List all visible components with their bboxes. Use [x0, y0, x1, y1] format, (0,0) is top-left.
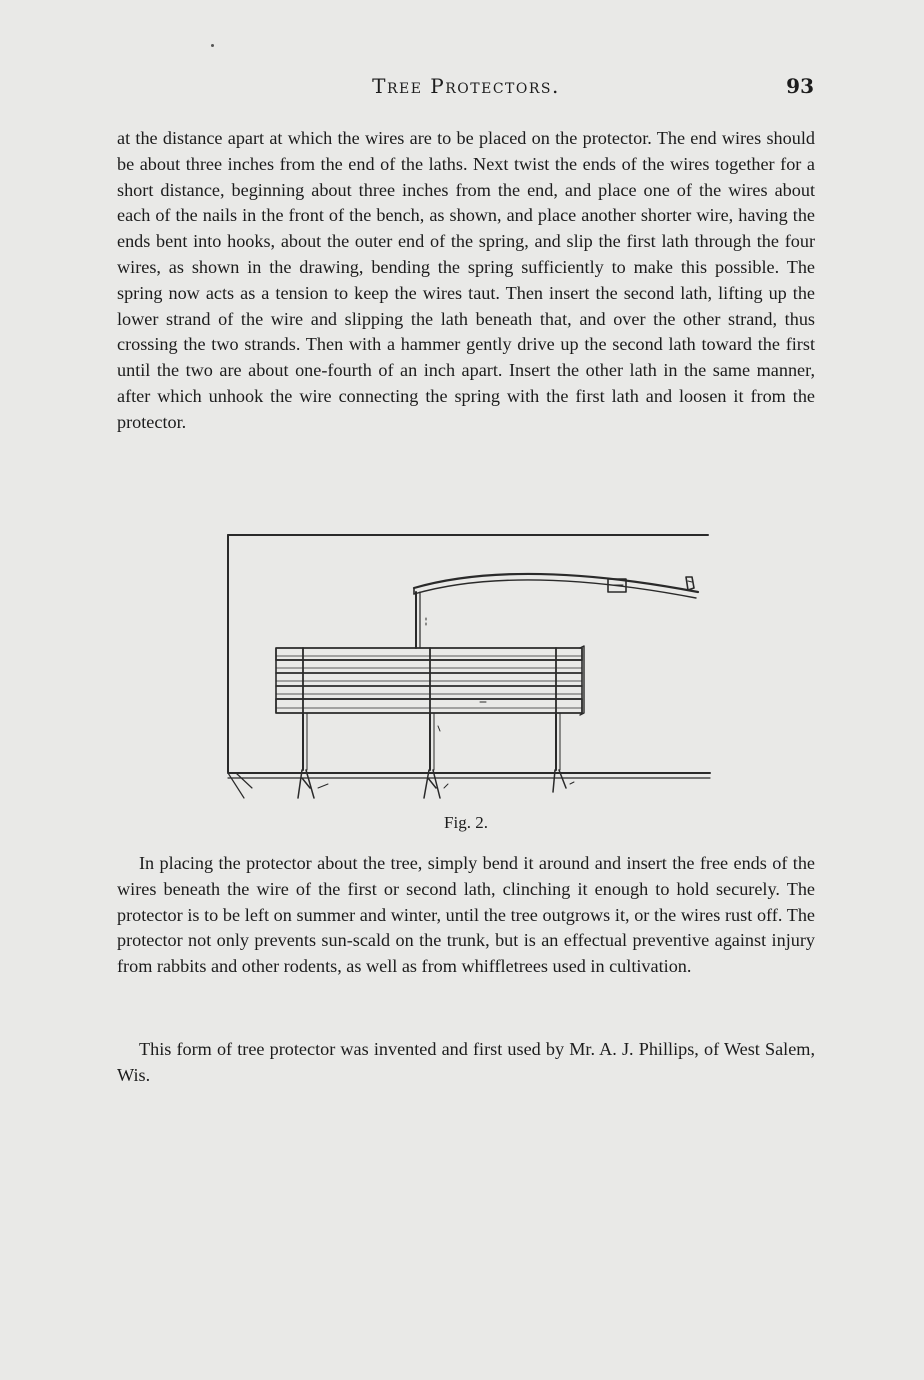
bench-drawing — [218, 526, 718, 810]
body-paragraph: at the distance apart at which the wires are to be placed on the protector. The end wires should be about three inches from the end of the laths. Next twist the ends of the wires together for a short distance, beginning about three inches from the end, and place one of the wires about each of the nails in the front of the bench, as shown, and place another shorter wire, having the ends bent into hooks, about the outer end of the spring, and slip the first lath through the four wires, as shown in the drawing, bending the spring sufficiently to make this possible. The spring now acts as a tension to keep the wires taut. Then insert the second lath, lifting up the lower strand of the wire and slipping the lath beneath that, and over the other strand, thus crossing the two strands. Then with a hammer gently drive up the second lath toward the first until the two are about one-fourth of an inch apart. Insert the other lath in the same manner, after which unhook the wire connecting the spring with the first lath and loosen it from the protector. — [117, 128, 815, 432]
print-speck — [211, 44, 214, 47]
running-title: Tree Protectors. — [372, 74, 560, 98]
page-number: 93 — [786, 74, 814, 98]
body-paragraph: In placing the protector about the tree, simply bend it around and insert the free ends of the wires beneath the wire of the first or second lath, clinching it enough to hold securely. The protector is to be left on summer and winter, until the tree outgrows it, or the wires rust off. The protector not only prevents sun-scald on the trunk, but is an effectual preventive against injury from rabbits and other rodents, as well as from whiffletrees used in cultivation. — [117, 853, 815, 977]
running-head — [118, 74, 814, 100]
figure-illustration — [218, 526, 718, 810]
body-paragraph: This form of tree protector was invented and first used by Mr. A. J. Phillips, of West Salem, Wis. — [117, 1039, 815, 1085]
figure-caption: Fig. 2. — [444, 813, 488, 832]
